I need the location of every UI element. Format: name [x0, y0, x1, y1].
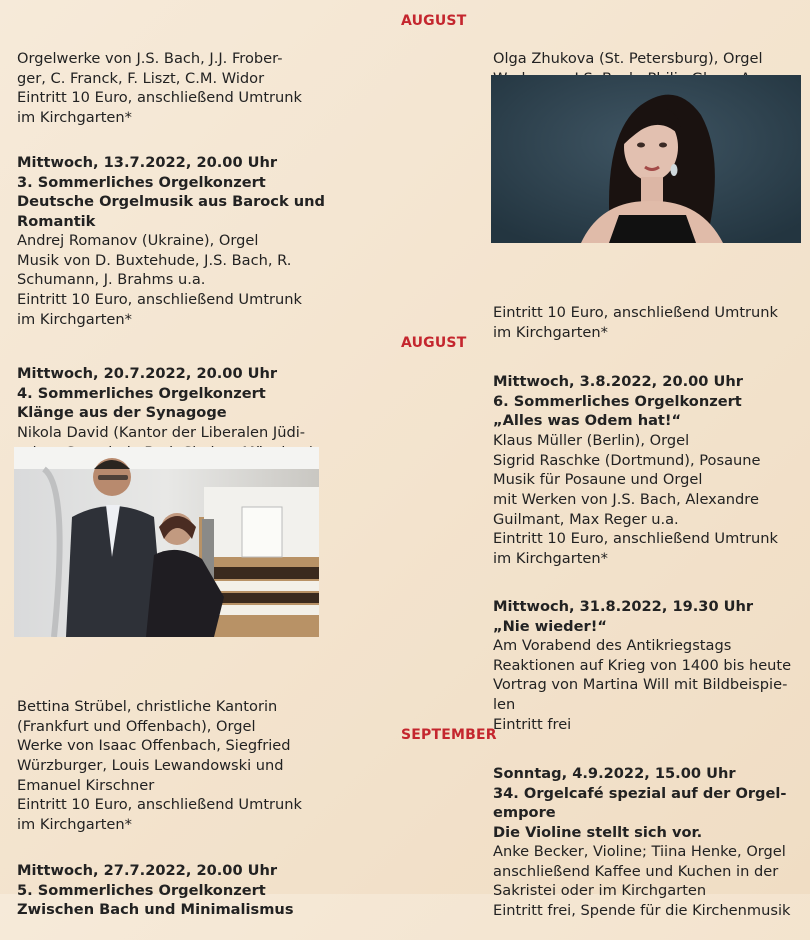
- month-label-august: AUGUST: [401, 13, 467, 29]
- event3-details: Andrej Romanov (Ukraine), Orgel Musik von D. Buxtehude, J.S. Bach, R. Schumann, J. Brahms u.a. Eintritt 10 Euro, anschließend Umtrunk im Kirchgarten*: [17, 232, 302, 328]
- event4-heading: Mittwoch, 20.7.2022, 20.00 Uhr 4. Sommerliches Orgelkonzert Klänge aus der Synagoge: [17, 365, 278, 422]
- event5-heading: Mittwoch, 27.7.2022, 20.00 Uhr 5. Sommerliches Orgelkonzert Zwischen Bach und Minimalismus: [17, 862, 294, 919]
- event-olga-admission: Eintritt 10 Euro, anschließend Umtrunk im Kirchgarten*: [493, 304, 778, 341]
- organist-photo: [491, 75, 801, 243]
- performers-photo: [14, 447, 319, 637]
- intro-text: Orgelwerke von J.S. Bach, J.J. Frober- ger, C. Franck, F. Liszt, C.M. Widor Eintritt 10 Euro, anschließend Umtrunk im Kirchgarten*: [17, 50, 302, 126]
- event-olga-details: Olga Zhukova (St. Petersburg), Orgel: [493, 50, 763, 68]
- month-label-august-2: AUGUST: [401, 335, 467, 351]
- event3-heading: Mittwoch, 13.7.2022, 20.00 Uhr 3. Sommerliches Orgelkonzert Deutsche Orgelmusik aus Barock und Romantik: [17, 154, 325, 230]
- event7-heading: Mittwoch, 31.8.2022, 19.30 Uhr „Nie wieder!“: [493, 598, 754, 635]
- event8-heading: Sonntag, 4.9.2022, 15.00 Uhr 34. Orgelcafé spezial auf der Orgel- empore Die Violine stellt sich vor.: [493, 765, 787, 841]
- event4-details: Nikola David (Kantor der Liberalen Jüdi-: [17, 424, 306, 442]
- event8-details: Anke Becker, Violine; Tiina Henke, Orgel anschließend Kaffee und Kuchen in der Sakristei oder im Kirchgarten Eintritt frei, Spende für die Kirchenmusik: [493, 843, 791, 919]
- event6-heading: Mittwoch, 3.8.2022, 20.00 Uhr 6. Sommerliches Orgelkonzert „Alles was Odem hat!“: [493, 373, 743, 430]
- event6-details: Klaus Müller (Berlin), Orgel Sigrid Raschke (Dortmund), Posaune Musik für Posaune und Orgel mit Werken von J.S. Bach, Alexandre Guilmant, Max Reger u.a. Eintritt 10 Euro, anschließend Umtrunk im Kirchgarten*: [493, 432, 778, 567]
- event7-details: Am Vorabend des Antikriegstags Reaktionen auf Krieg von 1400 bis heute Vortrag von Martina Will mit Bildbeispie- len Eintritt frei: [493, 637, 792, 733]
- event4-performers: Bettina Strübel, christliche Kantorin (Frankfurt und Offenbach), Orgel Werke von Isaac Offenbach, Siegfried Würzburger, Louis Lewandowski und Emanuel Kirschner Eintritt 10 Euro, anschließend Umtrunk im Kirchgarten*: [17, 698, 302, 833]
- month-label-september: SEPTEMBER: [401, 727, 497, 743]
